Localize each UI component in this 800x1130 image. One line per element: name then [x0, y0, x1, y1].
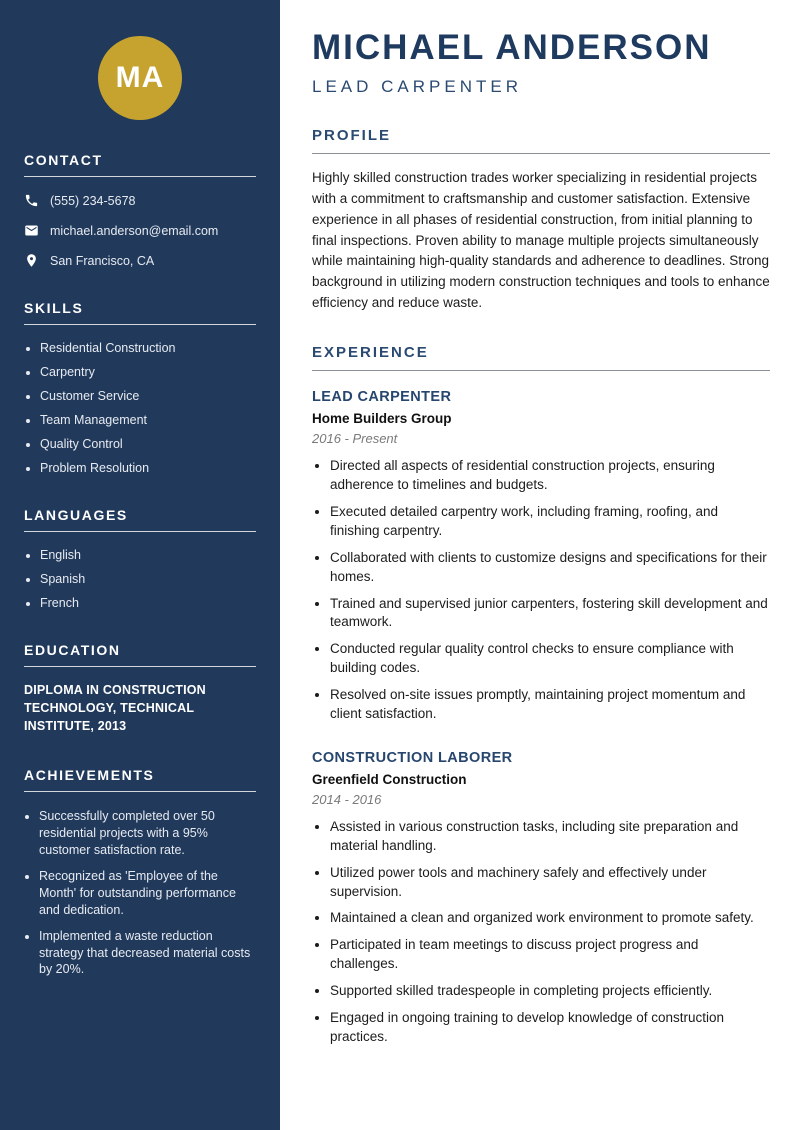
languages-section-title: LANGUAGES — [24, 507, 256, 532]
job-company: Home Builders Group — [312, 411, 452, 427]
job-bullet: • Trained and supervised junior carpenters, fostering skill development and teamwork. — [330, 595, 770, 633]
skill-item: • Team Management — [40, 413, 256, 427]
job-bullet-list — [330, 457, 770, 724]
achievements-section — [24, 767, 256, 978]
job-bullet: • Assisted in various construction tasks, including site preparation and material handling. — [330, 818, 770, 856]
experience-job — [312, 750, 770, 1047]
candidate-job-title: LEAD CARPENTER — [312, 76, 522, 96]
languages-section — [24, 507, 256, 610]
phone-icon — [24, 193, 39, 208]
candidate-name: MICHAEL ANDERSON — [312, 28, 712, 67]
education-degree: DIPLOMA IN CONSTRUCTION TECHNOLOGY, TECHNICAL INSTITUTE, 2013 — [24, 683, 206, 734]
skills-section-title: SKILLS — [24, 300, 256, 325]
language-item: • Spanish — [40, 572, 256, 586]
achievements-section-title: ACHIEVEMENTS — [24, 767, 256, 792]
job-bullet: • Collaborated with clients to customize designs and specifications for their homes. — [330, 549, 770, 587]
languages-list — [40, 548, 256, 610]
achievements-list — [39, 808, 256, 978]
contact-list — [24, 193, 256, 268]
avatar — [98, 36, 182, 120]
education-section-title: EDUCATION — [24, 642, 256, 667]
experience-job — [312, 389, 770, 724]
contact-location-value: San Francisco, CA — [50, 253, 155, 268]
skill-item: • Problem Resolution — [40, 461, 256, 475]
job-bullet: • Maintained a clean and organized work environment to promote safety. — [330, 909, 770, 928]
job-bullet: • Utilized power tools and machinery safely and effectively under supervision. — [330, 864, 770, 902]
job-bullet: • Resolved on-site issues promptly, maintaining project momentum and client satisfaction. — [330, 686, 770, 724]
achievement-item: • Successfully completed over 50 residential projects with a 95% customer satisfaction rate. — [39, 808, 256, 859]
avatar-initials: MA — [115, 61, 165, 94]
language-item: • French — [40, 596, 256, 610]
location-pin-icon — [24, 253, 39, 268]
job-role: CONSTRUCTION LABORER — [312, 749, 513, 766]
skills-section — [24, 300, 256, 475]
job-dates: 2014 - 2016 — [312, 791, 382, 807]
contact-phone-value: (555) 234-5678 — [50, 193, 136, 208]
job-company: Greenfield Construction — [312, 771, 467, 787]
job-role: LEAD CARPENTER — [312, 389, 452, 406]
contact-section — [24, 152, 256, 268]
contact-email-row — [24, 223, 256, 238]
skills-list — [40, 341, 256, 475]
contact-phone-row — [24, 193, 256, 208]
skill-item: • Quality Control — [40, 437, 256, 451]
skill-item: • Residential Construction — [40, 341, 256, 355]
job-dates: 2016 - Present — [312, 431, 398, 447]
profile-text: Highly skilled construction trades worker specializing in residential projects with a commitment to craftsmanship and customer satisfaction. Extensive experience in all phases of residential construction, from initial planning to final inspections. Proven ability to manage multiple projects simultaneously while maintaining high-quality standards and adherence to deadlines. Strong background in utilizing modern construction techniques and tools to enhance efficiency and reduce waste. — [312, 169, 770, 311]
education-section — [24, 642, 256, 735]
skill-item: • Customer Service — [40, 389, 256, 403]
contact-section-title: CONTACT — [24, 152, 256, 177]
job-bullet: • Conducted regular quality control checks to ensure compliance with building codes. — [330, 640, 770, 678]
achievement-item: • Recognized as 'Employee of the Month' for outstanding performance and dedication. — [39, 868, 256, 919]
envelope-icon — [24, 223, 39, 238]
job-bullet: • Supported skilled tradespeople in completing projects efficiently. — [330, 982, 770, 1001]
job-bullet: • Directed all aspects of residential construction projects, ensuring adherence to timelines and budgets. — [330, 457, 770, 495]
achievement-item: • Implemented a waste reduction strategy that decreased material costs by 20%. — [39, 928, 256, 979]
job-bullet-list — [330, 818, 770, 1047]
job-bullet: • Executed detailed carpentry work, including framing, roofing, and finishing carpentry. — [330, 503, 770, 541]
profile-section-title: PROFILE — [312, 127, 770, 154]
contact-email-value: michael.anderson@email.com — [50, 223, 219, 238]
job-bullet: • Engaged in ongoing training to develop knowledge of construction practices. — [330, 1009, 770, 1047]
job-bullet: • Participated in team meetings to discuss project progress and challenges. — [330, 936, 770, 974]
main-content — [280, 0, 800, 1130]
contact-location-row — [24, 253, 256, 268]
language-item: • English — [40, 548, 256, 562]
skill-item: • Carpentry — [40, 365, 256, 379]
sidebar — [0, 0, 280, 1130]
experience-section-title: EXPERIENCE — [312, 344, 770, 371]
